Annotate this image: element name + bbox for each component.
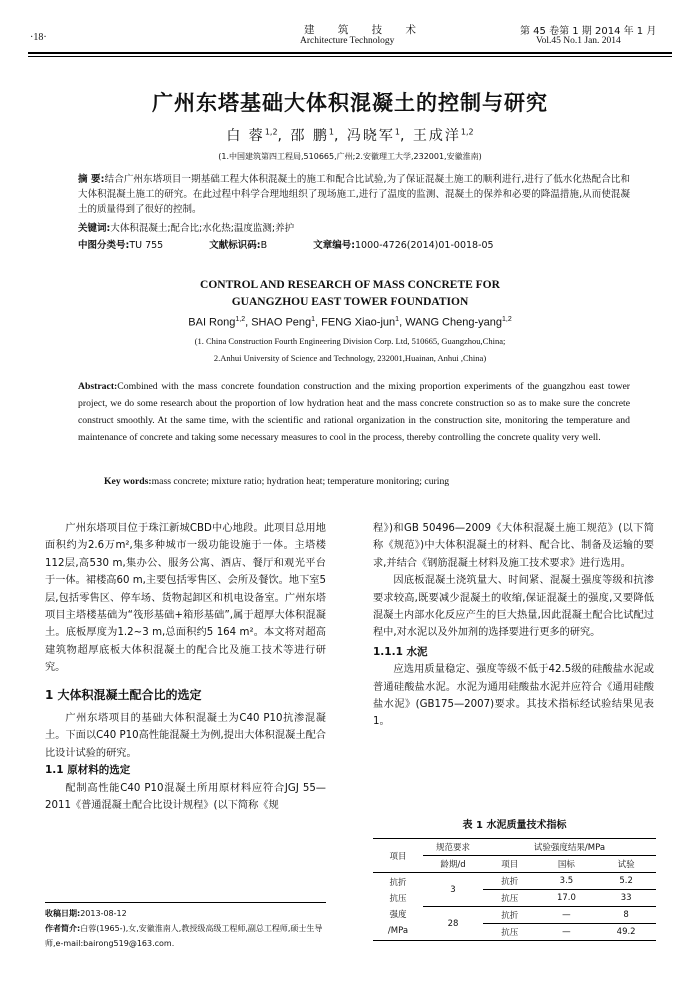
header-rule-thin [28,56,672,57]
title-en-line: CONTROL AND RESEARCH OF MASS CONCRETE FOR [200,279,500,291]
author-affil-mark: 1,2 [460,127,474,137]
author-name-en: SHAO Peng [251,316,312,329]
keywords-label-en: Key words: [104,476,152,487]
page-number: ·18· [30,32,47,43]
keywords-cn [78,221,630,236]
footnote [45,906,326,951]
abstract-text-cn: 结合广州东塔项目一期基础工程大体积混凝土的施工和配合比试验,为了保证混凝土施工的顺利进行,进行了低水化热配合比和大体积混凝土施工的研究。在此过程中科学合理地组织了现场施工,进行了温度的监测、混凝土的保养和必要的降温措施,从而使混凝土的质量得到了很好的控制。 [78,174,631,215]
keywords-text-cn: 大体积混凝土;配合比;水化热;温度监测;养护 [110,223,295,234]
author-name: 白 蓉 [226,128,265,144]
header-rule [28,52,672,54]
abstract-text-en: Combined with the mass concrete foundation construction and the mixing proportion experiments of the guangzhou east tower project, we do some research about the proportion of low hydration heat and the mass concrete construction so as to make sure the concrete construct smoothly. At the same time, with the scientific and rational organization in the construction site, monitoring the temperature and maintenance of concrete and taking some necessary measures to cool in the process, thereby controlling the concrete quality very well. [78,381,630,443]
affiliation-en-line: 2.Anhui University of Science and Technology, 232001,Huainan, Anhui ,China) [213,353,487,363]
table-cell: 抗压 [483,890,537,907]
doc-code-label: 文献标识码: [209,240,261,251]
subsection-heading: 1.1 原材料的选定 [45,764,131,777]
table-header-cell: 项目 [483,856,537,873]
keywords-en [104,476,634,487]
body-paragraph: 应选用质量稳定、强度等级不低于42.5级的硅酸盐水泥或普通硅酸盐水泥。水泥为通用硅酸盐水泥并应符合《通用硅酸盐水泥》(GB175—2007)要求。其技术指标经试验结果见表1。 [373,664,654,728]
author-affil-mark: 1 [311,316,316,323]
author-name-en: BAI Rong [188,316,236,329]
keywords-label-cn: 关键词: [78,223,111,234]
journal-name-en: Architecture Technology [300,36,395,46]
abstract-label-cn: 摘 要: [78,174,105,185]
subsubsection-heading: 1.1.1 水泥 [373,645,428,658]
affiliation-cn: (1.中国建筑第四工程局,510665,广州;2.安徽理工大学,232001,安徽淮南) [218,152,482,161]
table-cell: 8 [596,907,656,924]
abstract-en [78,378,630,446]
keywords-text-en: mass concrete; mixture ratio; hydration heat; temperature monitoring; curing [151,476,450,487]
table-header-cell: 规范要求 [423,839,483,856]
clc-value: TU 755 [129,240,164,251]
author-bio-label: 作者简介: [45,924,81,933]
issue-info-en: Vol.45 No.1 Jan. 2014 [536,36,621,46]
body-paragraph: 广州东塔项目的基础大体积混凝土为C40 P10抗渗混凝土。下面以C40 P10高性能混凝土为例,提出大体积混凝土配合比设计试验的研究。 [45,713,326,759]
row-label-line: /MPa [387,925,409,936]
table-header-cell: 国标 [537,856,597,873]
paper-title-cn: 广州东塔基础大体积混凝土的控制与研究 [152,91,548,115]
table-caption: 表 1 水泥质量技术指标 [462,820,567,831]
affiliation-en-line: (1. China Construction Fourth Engineering Division Corp. Ltd, 510665, Guangzhou,China; [194,336,506,346]
table-header-cell: 试验强度结果/MPa [483,839,656,856]
author-affil-mark: 1 [394,127,400,137]
author-affil-mark: 1 [328,127,334,137]
body-left-column [45,520,326,815]
section-heading: 1 大体积混凝土配合比的选定 [45,687,202,702]
author-affil-mark: 1 [395,316,400,323]
article-no-value: 1000-4726(2014)01-0018-05 [355,240,494,251]
body-right-column [373,520,654,731]
table-cell: 抗折 [483,907,537,924]
table-cell: — [537,907,597,924]
row-label-line: 抗压 [389,893,407,904]
author-list-en: BAI Rong$^{1,2}$, SHAO Peng$^1$, FENG Xiao-jun$^1$, WANG Cheng-yang$^{1,2}$ [188,316,512,329]
author-name: 王成洋 [412,128,461,144]
article-no-label: 文章编号: [313,240,356,251]
author-name-en: FENG Xiao-jun [321,316,396,329]
issue-info-cn: 第 45 卷第 1 期 2014 年 1 月 [520,26,657,37]
author-name: 邵 鹏 [290,128,329,144]
cement-quality-table [373,838,656,941]
author-name: 冯晓军 [346,128,395,144]
table-cell: 3.5 [537,873,597,890]
footnote-rule [45,902,326,903]
author-list-cn: 白 蓉$^{1,2}$, 邵 鹏$^1$, 冯晓军$^1$, 王成洋$^{1,2}$ [226,127,474,144]
table-cell-age: 3 [423,873,483,907]
author-bio: 白蓉(1965-),女,安徽淮南人,教授级高级工程师,副总工程师,硕士生导师,e-mail:bairong519@163.com. [45,924,323,948]
clc-label: 中图分类号: [78,240,130,251]
table-cell: 49.2 [596,924,656,941]
table-cell: 17.0 [537,890,597,907]
table-cell: 33 [596,890,656,907]
table-header-cell: 试验 [596,856,656,873]
author-affil-mark: 1,2 [502,316,512,323]
doc-code-value: B [260,240,268,251]
row-label-line: 抗折 [389,877,407,888]
body-paragraph: 因底板混凝土浇筑量大、时间紧、混凝土强度等级和抗渗要求较高,既要减少混凝土的收缩,保证混凝土的强度,又要降低混凝土内部水化反应产生的巨大热量,因此混凝土配合比试配过程中,对水泥以及外加剂的选择要进行更多的研究。 [373,575,654,639]
author-name-en: WANG Cheng-yang [405,316,502,329]
table-cell: — [537,924,597,941]
author-affil-mark: 1,2 [235,316,246,323]
classification-line [78,238,630,253]
received-date: 2013-08-12 [80,909,127,918]
row-label-line: 强度 [389,909,407,920]
author-affil-mark: 1,2 [264,127,278,137]
abstract-label-en: Abstract: [78,381,118,392]
body-paragraph-cont: 程》)和GB 50496—2009《大体积混凝土施工规范》(以下简称《规范》)中大体积混凝土的材料、配合比、制备及运输的要求,并结合《钢筋混凝土材料及施工技术要求》进行选用。 [373,523,654,569]
journal-name-cn: 建 筑 技 术 [304,24,427,36]
table-cell: 抗折 [483,873,537,890]
body-paragraph: 广州东塔项目位于珠江新城CBD中心地段。此项目总用地面积约为2.6万m²,集多种城市一级功能设施于一体。主塔楼112层,高530 m,集办公、服务公寓、酒店、餐厅和观光平台于一体。裙楼高60 m,主要包括零售区、会所及餐饮。地下室5层,包括零售区、停车场、货物起卸区和机电设备室。广州东塔项目主塔楼基础为“筏形基础+箱形基础”,属于超厚大体积混凝土。底板厚度为1.2~3 m,总面积约5 164 m²。本文将对超高建筑物超厚底板大体积混凝土的配合比及施工技术等进行研究。 [45,523,326,674]
received-label: 收稿日期: [45,909,81,918]
body-paragraph: 配制高性能C40 P10混凝土所用原材料应符合JGJ 55—2011《普通混凝土配合比设计规程》(以下简称《规 [45,782,326,812]
paper-title-en [0,277,700,311]
title-en-line: GUANGZHOU EAST TOWER FOUNDATION [231,296,469,308]
abstract-cn [78,172,630,217]
table-cell: 5.2 [596,873,656,890]
table-row-label [373,873,423,941]
table-header-cell: 项目 [373,839,423,873]
table-cell-age: 28 [423,907,483,941]
table-header-cell: 龄期/d [423,856,483,873]
table-cell: 抗压 [483,924,537,941]
